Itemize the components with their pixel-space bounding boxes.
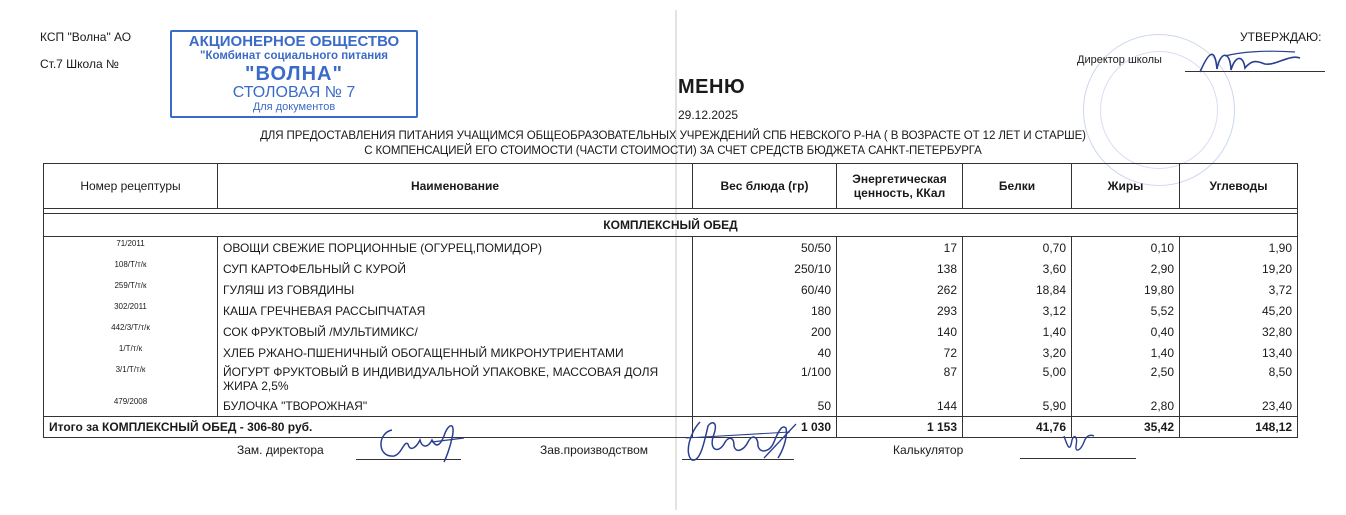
dish-energy: 87 [837, 363, 963, 395]
subtitle-line-2: С КОМПЕНСАЦИЕЙ ЕГО СТОИМОСТИ (ЧАСТИ СТОИМОСТИ) ЗА СЧЕТ СРЕДСТВ БЮДЖЕТА САНКТ-ПЕТЕРБУРГА [364, 145, 982, 157]
table-row [44, 395, 1298, 417]
recipe-code: 1/Т/т/к [44, 342, 218, 363]
dish-fat: 5,52 [1072, 300, 1180, 321]
stamp-line-1: АКЦИОНЕРНОЕ ОБЩЕСТВО [188, 33, 400, 50]
recipe-code: 3/1/Т/т/к [44, 363, 218, 395]
recipe-code: 442/3/Т/т/к [44, 321, 218, 342]
dish-fat: 0,40 [1072, 321, 1180, 342]
dish-energy: 140 [837, 321, 963, 342]
production-signature [678, 414, 808, 466]
dish-protein: 3,12 [963, 300, 1072, 321]
dish-weight: 1/100 [693, 363, 837, 395]
dish-fat: 1,40 [1072, 342, 1180, 363]
calculator-signature [1058, 430, 1098, 456]
dish-name: СУП КАРТОФЕЛЬНЫЙ С КУРОЙ [218, 258, 693, 279]
dish-name: ЙОГУРТ ФРУКТОВЫЙ В ИНДИВИДУАЛЬНОЙ УПАКОВКЕ, МАССОВАЯ ДОЛЯ ЖИРА 2,5% [218, 363, 693, 395]
total-row [44, 417, 1298, 438]
dish-protein: 1,40 [963, 321, 1072, 342]
dish-carbs: 3,72 [1180, 279, 1298, 300]
table-row [44, 237, 1298, 259]
table-row [44, 321, 1298, 342]
stamp-line-5: Для документов [252, 101, 336, 113]
recipe-code: 71/2011 [44, 237, 218, 259]
director-label: Директор школы [1077, 54, 1162, 66]
page-title: МЕНЮ [678, 76, 746, 98]
organization-name: КСП "Волна" АО [40, 30, 132, 44]
dish-name: КАША ГРЕЧНЕВАЯ РАССЫПЧАТАЯ [218, 300, 693, 321]
table-row [44, 279, 1298, 300]
header-name: Наименование [218, 164, 693, 209]
dish-name: БУЛОЧКА "ТВОРОЖНАЯ" [218, 395, 693, 417]
total-fat: 35,42 [1072, 417, 1180, 438]
school-name: Ст.7 Школа № [40, 57, 119, 71]
approval-label: УТВЕРЖДАЮ: [1240, 30, 1322, 44]
menu-table [43, 163, 1298, 438]
table-header-row [44, 164, 1298, 209]
dish-energy: 144 [837, 395, 963, 417]
header-protein: Белки [963, 164, 1072, 209]
dish-weight: 200 [693, 321, 837, 342]
total-weight: 1 030 [693, 417, 837, 438]
subtitle-line-1: ДЛЯ ПРЕДОСТАВЛЕНИЯ ПИТАНИЯ УЧАЩИМСЯ ОБЩЕОБРАЗОВАТЕЛЬНЫХ УЧРЕЖДЕНИЙ СПБ НЕВСКОГО Р-НА ( В ВОЗРАСТЕ ОТ 12 ЛЕТ И СТАРШЕ) [260, 130, 1086, 142]
total-energy: 1 153 [837, 417, 963, 438]
recipe-code: 302/2011 [44, 300, 218, 321]
dish-energy: 262 [837, 279, 963, 300]
dish-protein: 0,70 [963, 237, 1072, 259]
organization-stamp [170, 30, 418, 118]
stamp-line-4: СТОЛОВАЯ № 7 [232, 84, 356, 101]
header-carbs: Углеводы [1180, 164, 1298, 209]
calculator-label: Калькулятор [893, 443, 964, 457]
header-fat: Жиры [1072, 164, 1180, 209]
dish-energy: 293 [837, 300, 963, 321]
dish-carbs: 1,90 [1180, 237, 1298, 259]
deputy-signature [372, 418, 467, 464]
dish-weight: 40 [693, 342, 837, 363]
stamp-line-3: "ВОЛНА" [245, 63, 343, 85]
table-row [44, 342, 1298, 363]
dish-name: ГУЛЯШ ИЗ ГОВЯДИНЫ [218, 279, 693, 300]
dish-carbs: 8,50 [1180, 363, 1298, 395]
section-row [44, 214, 1298, 237]
dish-weight: 60/40 [693, 279, 837, 300]
table-row [44, 363, 1298, 395]
dish-protein: 18,84 [963, 279, 1072, 300]
dish-weight: 50 [693, 395, 837, 417]
recipe-code: 479/2008 [44, 395, 218, 417]
menu-date: 29.12.2025 [678, 108, 739, 122]
production-manager-label: Зав.производством [540, 443, 648, 457]
total-carbs: 148,12 [1180, 417, 1298, 438]
dish-fat: 19,80 [1072, 279, 1180, 300]
dish-fat: 2,80 [1072, 395, 1180, 417]
dish-carbs: 23,40 [1180, 395, 1298, 417]
table-row [44, 258, 1298, 279]
header-weight: Вес блюда (гр) [693, 164, 837, 209]
dish-weight: 50/50 [693, 237, 837, 259]
dish-weight: 180 [693, 300, 837, 321]
dish-protein: 5,90 [963, 395, 1072, 417]
dish-carbs: 13,40 [1180, 342, 1298, 363]
dish-protein: 3,60 [963, 258, 1072, 279]
dish-weight: 250/10 [693, 258, 837, 279]
dish-energy: 72 [837, 342, 963, 363]
recipe-code: 259/Т/т/к [44, 279, 218, 300]
dish-protein: 3,20 [963, 342, 1072, 363]
dish-name: ХЛЕБ РЖАНО-ПШЕНИЧНЫЙ ОБОГАЩЕННЫЙ МИКРОНУТРИЕНТАМИ [218, 342, 693, 363]
dish-name: ОВОЩИ СВЕЖИЕ ПОРЦИОННЫЕ (ОГУРЕЦ,ПОМИДОР) [218, 237, 693, 259]
dish-carbs: 19,20 [1180, 258, 1298, 279]
header-recipe: Номер рецептуры [44, 164, 218, 209]
section-title: КОМПЛЕКСНЫЙ ОБЕД [44, 214, 1298, 237]
header-energy: Энергетическая ценность, ККал [837, 164, 963, 209]
dish-protein: 5,00 [963, 363, 1072, 395]
dish-fat: 0,10 [1072, 237, 1180, 259]
dish-carbs: 32,80 [1180, 321, 1298, 342]
dish-name: СОК ФРУКТОВЫЙ /МУЛЬТИМИКС/ [218, 321, 693, 342]
dish-fat: 2,90 [1072, 258, 1180, 279]
dish-energy: 138 [837, 258, 963, 279]
dish-carbs: 45,20 [1180, 300, 1298, 321]
dish-energy: 17 [837, 237, 963, 259]
dish-fat: 2,50 [1072, 363, 1180, 395]
total-label: Итого за КОМПЛЕКСНЫЙ ОБЕД - 306-80 руб. [44, 417, 693, 438]
deputy-director-label: Зам. директора [237, 443, 324, 457]
calculator-signature-line [1020, 458, 1136, 459]
stamp-line-2: "Комбинат социального питания [200, 50, 388, 62]
recipe-code: 108/Т/т/к [44, 258, 218, 279]
total-protein: 41,76 [963, 417, 1072, 438]
director-signature [1195, 44, 1305, 80]
table-row [44, 300, 1298, 321]
